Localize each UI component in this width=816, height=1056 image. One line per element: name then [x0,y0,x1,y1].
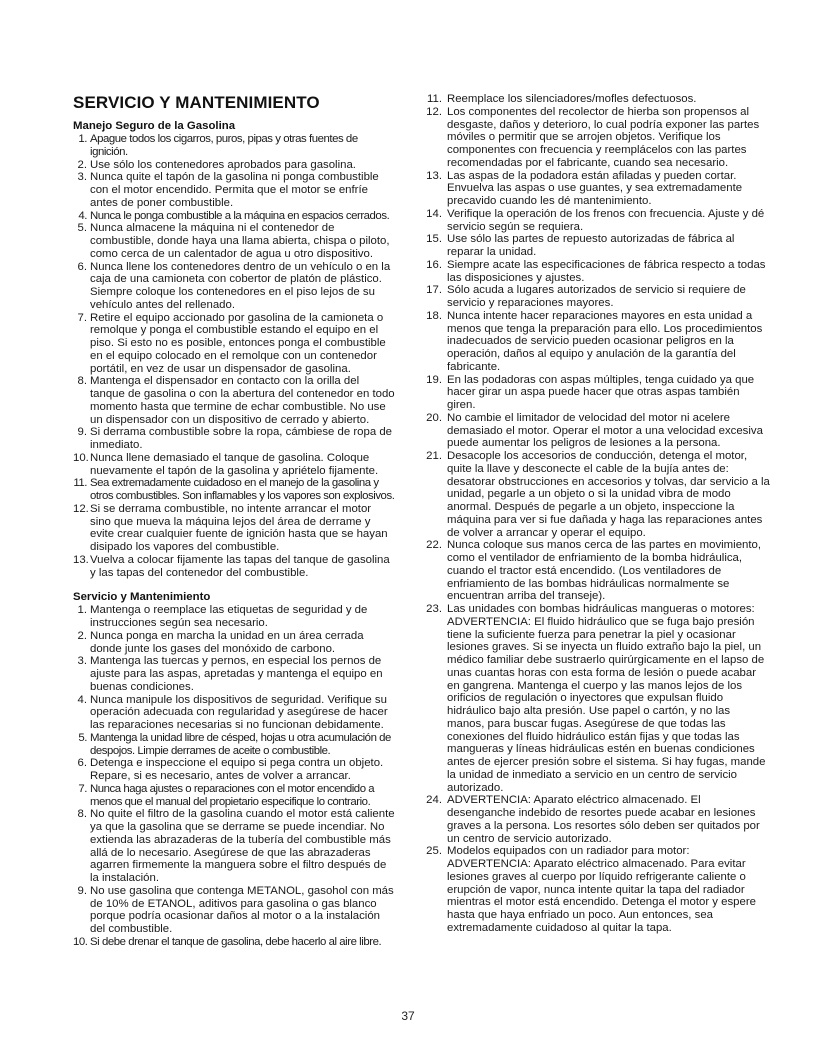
list-item: 4. Nunca manipule los dispositivos de seguridad. Verifique su operación adecuada con regularidad y asegúrese de hacer las reparaciones necesarias si no funcionan debidamente. [77,693,388,731]
list-item: 7. Retire el equipo accionado por gasolina de la camioneta o remolque y ponga el combustible estando el equipo en el piso. Si esto no es posible, entonces ponga el combustible en el equipo colocado en el remolque con un contenedor portátil, en vez de usar un dispensador de gasolina. [77,311,386,375]
list-item: 22. Nunca coloque sus manos cerca de las partes en movimiento, como el ventilador de enfriamiento de la bomba hidráulica, cuando el tractor está encendido. (Los ventiladores de enfriamiento de las bombas hidráulicas normalmente se encuentran arriba del transeje). [426,539,762,603]
list-item: 9. No use gasolina que contenga METANOL, gasohol con más de 10% de ETANOL, aditivos para gasolina o gas blanco porque podría ocasionar daños al motor o a la instalación del combustible. [77,884,394,935]
list-item: 12. Si se derrama combustible, no intente arrancar el motor sino que mueva la máquina lejos del área de derrame y evite crear cualquier fuente de ignición hasta que se hayan disipado los vapores del combustible. [73,502,388,553]
list-item: 15. Use sólo las partes de repuesto autorizadas de fábrica al reparar la unidad. [426,233,735,258]
list-item: 9. Si derrama combustible sobre la ropa, cámbiese de ropa de inmediato. [77,426,393,451]
list-item: 14. Verifique la operación de los frenos con frecuencia. Ajuste y dé servicio según se requiera. [426,207,765,233]
list-item: 3. Nunca quite el tapón de la gasolina ni ponga combustible con el motor encendido. Permita que el motor se enfríe antes de poner combustible. [77,171,379,209]
service-list-continued [425,93,770,935]
section-heading-service: Servicio y Mantenimiento [73,591,211,604]
list-item: 6. Detenga e inspeccione el equipo si pega contra un objeto. Repare, si es necesario, antes de volver a arrancar. [77,757,384,782]
list-item: 8. Mantenga el dispensador en contacto con la orilla del tanque de gasolina o con la abertura del contenedor en todo momento hasta que termine de echar combustible. No use un dispensador con un dispositivo de cerrado y abierto. [77,375,395,426]
fuel-safety-list [73,133,395,579]
list-item: 19. En las podadoras con aspas múltiples, tenga cuidado ya que hacer girar un aspa puede hacer que otras aspas también giren. [426,373,755,411]
list-item: 16. Siempre acate las especificaciones de fábrica respecto a todas las disposiciones y ajustes. [426,258,766,284]
list-item: 2. Nunca ponga en marcha la unidad en un área cerrada donde junte los gases del monóxido de carbono. [77,629,364,655]
list-item: 2. Use sólo los contenedores aprobados para gasolina. [77,158,356,171]
list-item: 11. Sea extremadamente cuidadoso en el manejo de la gasolina y otros combustibles. Son inflamables y los vapores son explosivos. [73,477,395,502]
list-item: 8. No quite el filtro de la gasolina cuando el motor está caliente ya que la gasolina que se derrame se puede incendiar. No extienda las abrazaderas de la tubería del combustible más allá de lo necesario. Asegúrese de que las abrazaderas agarren firmemente la manguera sobre el filtro después de la instalación. [77,808,395,884]
list-item: 10. Si debe drenar el tanque de gasolina, debe hacerlo al aire libre. [73,935,382,948]
list-item: 11. Reemplace los silenciadores/mofles defectuosos. [427,93,697,105]
list-item: 1. Mantenga o reemplace las etiquetas de seguridad y de instrucciones según sea necesario. [77,604,368,629]
list-item: 13. Las aspas de la podadora están afiladas y pueden cortar. Envuelva las aspas o use guantes, y sea extremadamente precavido cuando les dé mantenimiento. [426,169,743,207]
list-item: 12. Los componentes del recolector de hierba son propensos al desgaste, daños y deterioro, lo cual podría exponer las partes móviles o permitir que se arrojen objetos. Verifique los componentes con frecuencia y reemplácelos con las partes recomendadas por el fabricante, cuando sea necesario. [426,105,760,169]
section-heading-fuel: Manejo Seguro de la Gasolina [73,120,236,132]
list-item: 3. Mantenga las tuercas y pernos, en especial los pernos de ajuste para las aspas, apretadas y mantenga el equipo en buenas condiciones. [77,655,383,693]
page-number: 37 [401,1009,415,1023]
list-item: 13. Vuelva a colocar fijamente las tapas del tanque de gasolina y las tapas del contenedor del combustible. [73,553,390,579]
list-item: 7. Nunca haga ajustes o reparaciones con el motor encendido a menos que el manual del propietario especifique lo contrario. [78,782,375,808]
list-item: 10. Nunca llene demasiado el tanque de gasolina. Coloque nuevamente el tapón de la gasolina y apriételo fijamente. [73,451,379,477]
list-item: 21. Desacople los accesorios de conducción, detenga el motor, quite la llave y desconecte el cable de la bujía antes de: desatorar obstrucciones en accesorios y tolvas, dar servicio a la unidad, pegarle a un objeto o si la unidad vibra de modo anormal. Después de pegarle a un objeto, inspeccione la máquina para ver si fue dañada y haga las reparaciones antes de volver a arrancar y operar el equipo. [426,450,770,539]
list-item: 1. Apague todos los cigarros, puros, pipas y otras fuentes de ignición. [78,133,358,158]
list-item: 23. Las unidades con bombas hidráulicas mangueras o motores: ADVERTENCIA: El fluido hidráulico que se fuga bajo presión tiene la suficiente fuerza para penetrar la piel y ocasionar lesiones graves. Si se inyecta un fluido extraño bajo la piel, un médico familiar debe sustraerlo quirúrgicamente en el lapso de unas cuantas horas con esta forma de lesión o puede acabar en gangrena. Mantenga el cuerpo y las manos lejos de los orificios de regulación o inyectores que expulsan fluido hidráulico bajo alta presión. Use papel o cartón, y no las manos, para buscar fugas. Asegúrese de que todas las conexiones del fluido hidráulico están fijas y que todas las mangueras y líneas hidráulicas estén en buenas condiciones antes de ejercer presión sobre el sistema. Si hay fugas, mande la unidad de inmediato a servicio en un centro de servicio autorizado. [426,603,766,794]
list-item: 5. Nunca almacene la máquina ni el contenedor de combustible, donde haya una llama abierta, chispa o piloto, como cerca de un calentador de agua u otro dispositivo. [77,222,390,260]
list-item: 25. Modelos equipados con un radiador para motor: ADVERTENCIA: Aparato eléctrico almacenado. Para evitar lesiones graves al cuerpo por líquido refrigerante caliente o erupción de vapor, nunca intente quitar la tapa del radiador mientras el motor está encendido. Detenga el motor y espere hasta que haya enfriado un poco. Aun entonces, sea extremadamente cuidadoso al quitar la tapa. [426,845,756,934]
list-item: 5. Mantenga la unidad libre de césped, hojas u otra acumulación de despojos. Limpie derrames de aceite o combustible. [78,731,391,757]
list-item: 24. ADVERTENCIA: Aparato eléctrico almacenado. El desenganche indebido de resortes puede acabar en lesiones graves a la persona. Los resortes sólo deben ser quitados por un centro de servicio autorizado. [426,794,760,845]
list-item: 6. Nunca llene los contenedores dentro de un vehículo o en la caja de una camioneta con cobertor de platón de plástico. Siempre coloque los contenedores en el piso lejos de su vehículo antes del rellenado. [77,260,391,311]
right-column [425,93,770,935]
page-title: SERVICIO Y MANTENIMIENTO [73,93,320,112]
list-item: 18. Nunca intente hacer reparaciones mayores en esta unidad a menos que tenga la preparación para ello. Los procedimientos inadecuados de servicio pueden ocasionar peligros en la operación, daños al equipo y anulación de la garantía del fabricante. [426,309,763,373]
left-column [73,93,395,949]
list-item: 20. No cambie el limitador de velocidad del motor ni acelere demasiado el motor. Operar el motor a una velocidad excesiva puede aumentar los peligros de lesiones a la persona. [426,411,763,450]
service-list [73,604,395,948]
list-item: 4. Nunca le ponga combustible a la máquina en espacios cerrados. [78,209,390,222]
list-item: 17. Sólo acuda a lugares autorizados de servicio si requiere de servicio y reparaciones mayores. [426,284,746,309]
